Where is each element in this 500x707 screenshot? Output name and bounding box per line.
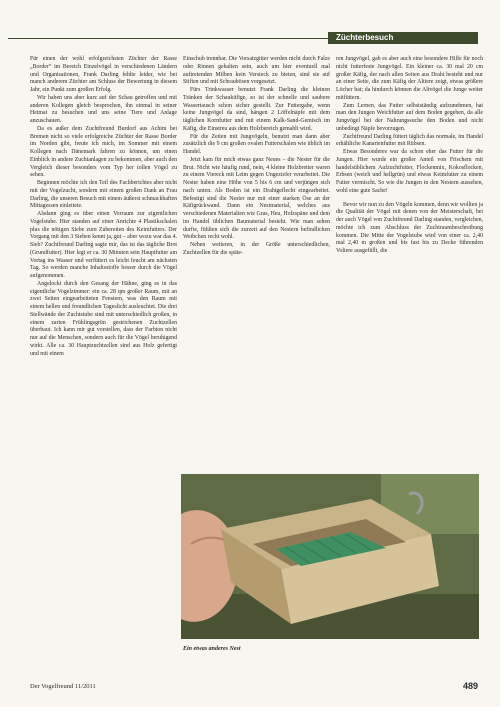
paragraph: Fürs Trinkwasser benutzt Frank Darling die kleinen Tränken der Schauküfige, so ist der schnelle und saubere Wassertausch schon sicher gestellt. Zur Futtergabe, wenn keine Jungvögel da sind, hängen 2 Löffelnäpfe mit dem täglichen Kornfutter und mit einem Kalk-Sand-Gemisch im Käfig, die Einstreu aus dem Holzbereich gemahlt wird. [183,87,330,132]
page-number: 489 [462,681,478,691]
text-column-1 [30,56,177,358]
paragraph: Alsdann ging es über einen Vorraum zur eigentlichen Vogelstube. Hier standen auf einer Anrichte 4 Plastikschalen plus die nötigen Siebe zum Zubereiten des Keimfutters. Der Vorgang mit den 3 Sieben kennt ja, gut – aber wozu war das 4. Sieb? Zuchtfreund Darling sagte mir, das ist das tägliche Brot (Grundfutter). Hier legt er ca. 30 Minuten sein Hauptfutter am Vortag ins Wasser und verfüttert es leicht feucht am nächsten Tag. So werden manche Inhaltsstoffe besser durch die Vögel aufgenommen. [30,211,177,279]
paragraph: Einschub trennbar. Die Vorsatzgitter werden nicht durch Falze oder Rinnen gehalten sein, auch um hier eventuell mal auftretenden Milben kein Versteck zu bieten, sind sie auf Stiften und mit Schraubösen vorgesetzt. [183,56,330,86]
nest-photo [181,474,479,639]
paragraph: Wir haben uns aber kurz auf der Schau getroffen und mit anderen Kollegen gleich besprochen, ihn einmal in seiner Heimat zu besuchen und uns seine Tiere und Anlage anzuschauen. [30,94,177,124]
paragraph: Jetzt kam für mich etwas ganz Neues – die Nester für die Brut. Nicht wie häufig rund, nein, 4 kleine Holzbretter waren zu einem Viereck mit Leim gegen Ungeziefer verarbeitet. Die Nester haben eine Höhe von 5 bis 6 cm und verjüngen sich nach unten. Als Boden ist ein Drahtgeflecht eingearbeitet. Befestigt sind die Nester nur mit einer starken Öse an der Käfigrückwand. Dann ein Nestmaterial, welches aus verschiedenen Materialien wie Gras, Heu, Holzspäne und dem im Handel üblichen Baumaterial besteht. Wie man sehen durfte, fühlten sich die zurzeit auf den Nestern befindlichen Weibchen recht wohl. [183,156,330,241]
paragraph: Für einen der wohl erfolgreichsten Züchter der Rasse „Border“ im Bereich Einzelvögel in verschiedenen Ländern und Organisationen, Frank Darling fehlte leider, wie bei manch anderem Züchter am Schluss der Bewertung in diesem Jahr, ein Punkt zum großen Erfolg. [30,56,177,93]
paragraph: Da es außer dem Zuchtfreund Burdorf aus Achim bei Bremen nicht so viele erfolgreiche Züchter der Rasse Border im Norden gibt, freute ich mich, im Sommer mit einem Kollegen nach Dänemark fahren zu können, um einen Einblick in andere Zuchtanlagen zu bekommen, aber auch den Vergleich dieser besonders vom Typ her tollen Vögel zu sehen. [30,125,177,179]
section-title: Züchterbesuch [328,32,478,44]
publication-footer: Der Vogelfreund 11/2011 [30,683,96,690]
paragraph: Angelockt durch den Gesang der Hähne, ging es in das eigentliche Vogelzimmer: ein ca. 28 qm großer Raum, mit an zwei Seiten eingearbeiteten Fenstern, was den Raum mit einem hellen und freundlichen Tageslicht ausleuchtet. Die drei Stellwände der Zuchtstube sind mit unterschiedlich großen, in einem zarten Frühlingsgrün gestrichenen Zuchtzellen überbaut. Ich kann mir gut vorstellen, dass der Farbton nicht nur auf die Menschen, sondern auch für die Vögel beruhigend wirkt. Alle ca. 30 Hauptzuchtzellen sind aus Holz gefertigt und mit einem [30,280,177,357]
paragraph: Zum Lernen, das Futter selbstständig aufzunehmen, hat man den Jungen Weichfutter auf dem Boden gegeben, da alle Jungvögel bei der Nahrungssuche den Boden und nicht unbedingt Näpfe bevorzugen. [336,102,483,132]
photo-caption: Ein etwas anderes Nest [183,646,241,652]
text-column-2 [183,56,330,258]
nest-illustration [181,474,479,639]
paragraph: ren Jungvögel, gab es aber auch eine besondere Hilfe für noch nicht futterfeste Jungvögel. Ein kleiner ca. 30 mal 20 cm großer Käfig, der nach allen Seiten aus Draht besteht und nur an einer Seite, die zum Käfig der Altiere zeigt, etwas größere Löcher hat; da hindurch können die Altvögel die Junge weiter mitfüttern. [336,56,483,101]
paragraph: Für die Zeiten mit Jungvögeln, benutzt man dann aber zusätzlich die 9 cm großen ovalen Futterschalen wie üblich im Handel. [183,133,330,155]
paragraph: Zuchtfreund Darling füttert täglich das normale, im Handel erhältliche Kanarienfutter mit Rübsen. [336,133,483,148]
section-header [8,32,478,44]
paragraph: Etwas Besonderes war da schon eher das Futter für die Jungen. Hier wurde ein großer Anteil von Frischem mit handelsüblichem Aufzuchtfutter, Flockenmix, Kokosflocken, Erbsen (weich und hellgrün) und etwas Keimfutter zu einem Futter vermischt. So wie die Jungen in den Nestern aussehen, wohl eine gute Sache! [336,149,483,194]
paragraph: Beginnen möchte ich den Teil des Fachberichtes aber nicht mit der Vogelzucht, sondern mit einem großen Dank an Frau Darling, die unseren Besuch mit einem äußerst schmackhaften Mittagessen einleitete. [30,180,177,210]
header-rule [8,38,328,39]
paragraph: Bevor wir nun zu den Vögeln kommen, denn wir wollten ja die Qualität der Vögel mit denen von der Meisterschaft, bei der auch Vögel von Zuchtfreund Darling standen, vergleichen, möchte ich zum Abschluss der Zuchtraumbeschreibung kommen. Die Mitte der Vogelstube wird von einer ca. 2,40 mal 2,40 m großen und bis fast bis zu Decke führenden Voliere ausgefüllt, die [336,201,483,254]
text-column-3 [336,56,483,256]
paragraph: Neben weiteren, in der Größe unterschiedlichen, Zuchtzellen für die späte- [183,242,330,256]
